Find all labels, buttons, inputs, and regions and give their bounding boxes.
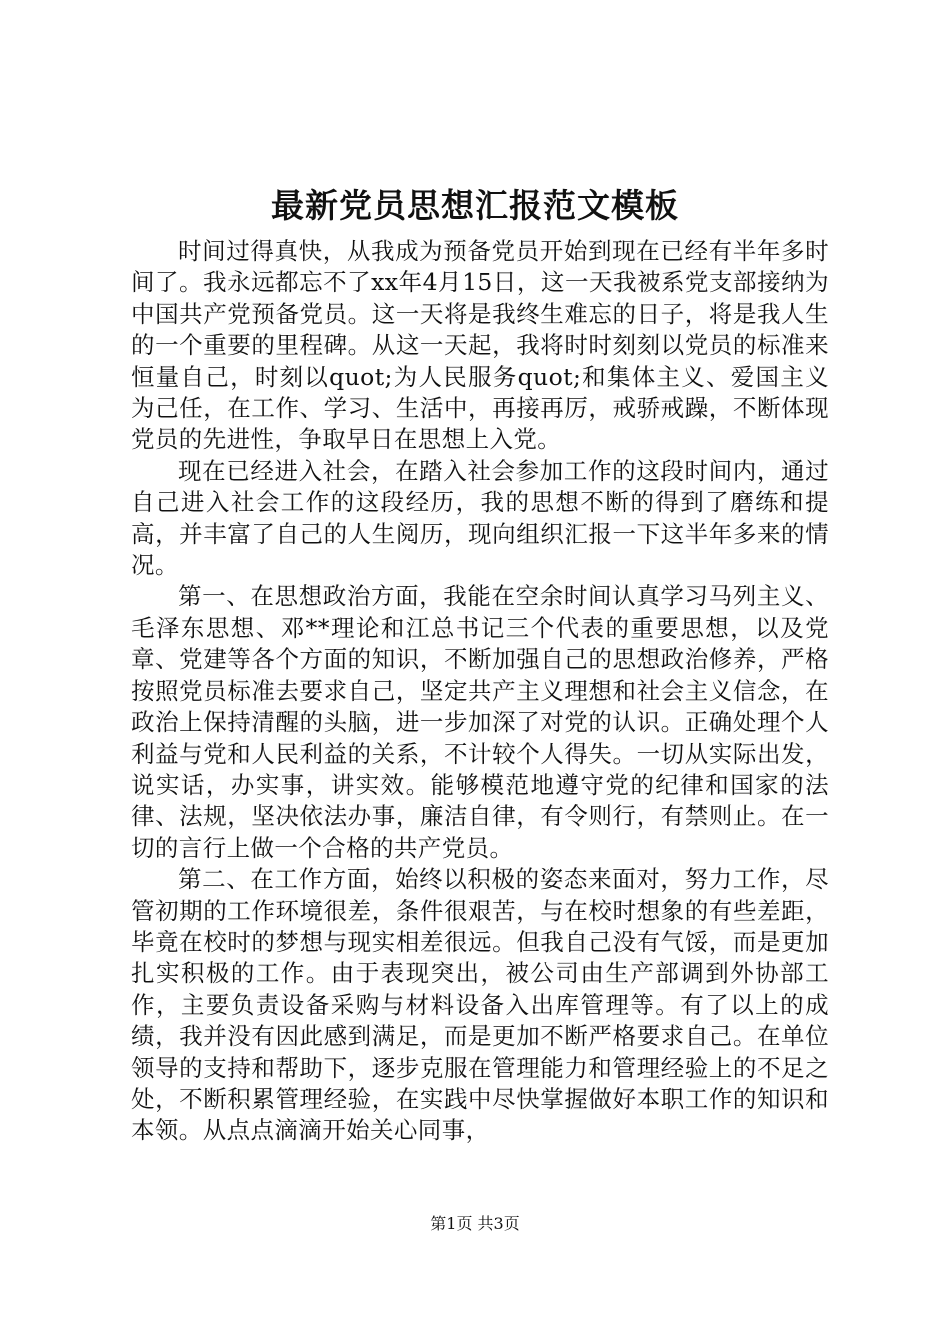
document-body (131, 236, 829, 1147)
paragraph-1: 时间过得真快，从我成为预备党员开始到现在已经有半年多时间了。我永远都忘不了xx年4月15日，这一天我被系党支部接纳为中国共产党预备党员。这一天将是我终生难忘的日子，将是我人生的一个重要的里程碑。从这一天起，我将时时刻刻以党员的标准来恒量自己，时刻以quot;为人民服务quot;和集体主义、爱国主义为己任，在工作、学习、生活中，再接再厉，戒骄戒躁，不断体现党员的先进性，争取早日在思想上入党。 (131, 237, 829, 454)
paragraph-3: 第一、在思想政治方面，我能在空余时间认真学习马列主义、毛泽东思想、邓**理论和江总书记三个代表的重要思想，以及党章、党建等各个方面的知识，不断加强自己的思想政治修养，严格按照党员标准去要求自己，坚定共产主义理想和社会主义信念，在政治上保持清醒的头脑，进一步加深了对党的认识。正确处理个人利益与党和人民利益的关系，不计较个人得失。一切从实际出发，说实话，办实事，讲实效。能够模范地遵守党的纪律和国家的法律、法规，坚决依法办事，廉洁自律，有令则行，有禁则止。在一切的言行上做一个合格的共产党员。 (131, 582, 829, 862)
paragraph-4: 第二、在工作方面，始终以积极的姿态来面对，努力工作，尽管初期的工作环境很差，条件很艰苦，与在校时想象的有些差距，毕竟在校时的梦想与现实相差很远。但我自己没有气馁，而是更加扎实积极的工作。由于表现突出，被公司由生产部调到外协部工作，主要负责设备采购与材料设备入出库管理等。有了以上的成绩，我并没有因此感到满足，而是更加不断严格要求自己。在单位领导的支持和帮助下，逐步克服在管理能力和管理经验上的不足之处，不断积累管理经验，在实践中尽快掌握做好本职工作的知识和本领。从点点滴滴开始关心同事， (131, 865, 829, 1145)
document-title: 最新党员思想汇报范文模板 (271, 186, 679, 225)
page-footer: 第1页 共3页 (430, 1214, 520, 1233)
paragraph-2: 现在已经进入社会，在踏入社会参加工作的这段时间内，通过自己进入社会工作的这段经历，我的思想不断的得到了磨练和提高，并丰富了自己的人生阅历，现向组织汇报一下这半年多来的情况。 (131, 456, 829, 580)
